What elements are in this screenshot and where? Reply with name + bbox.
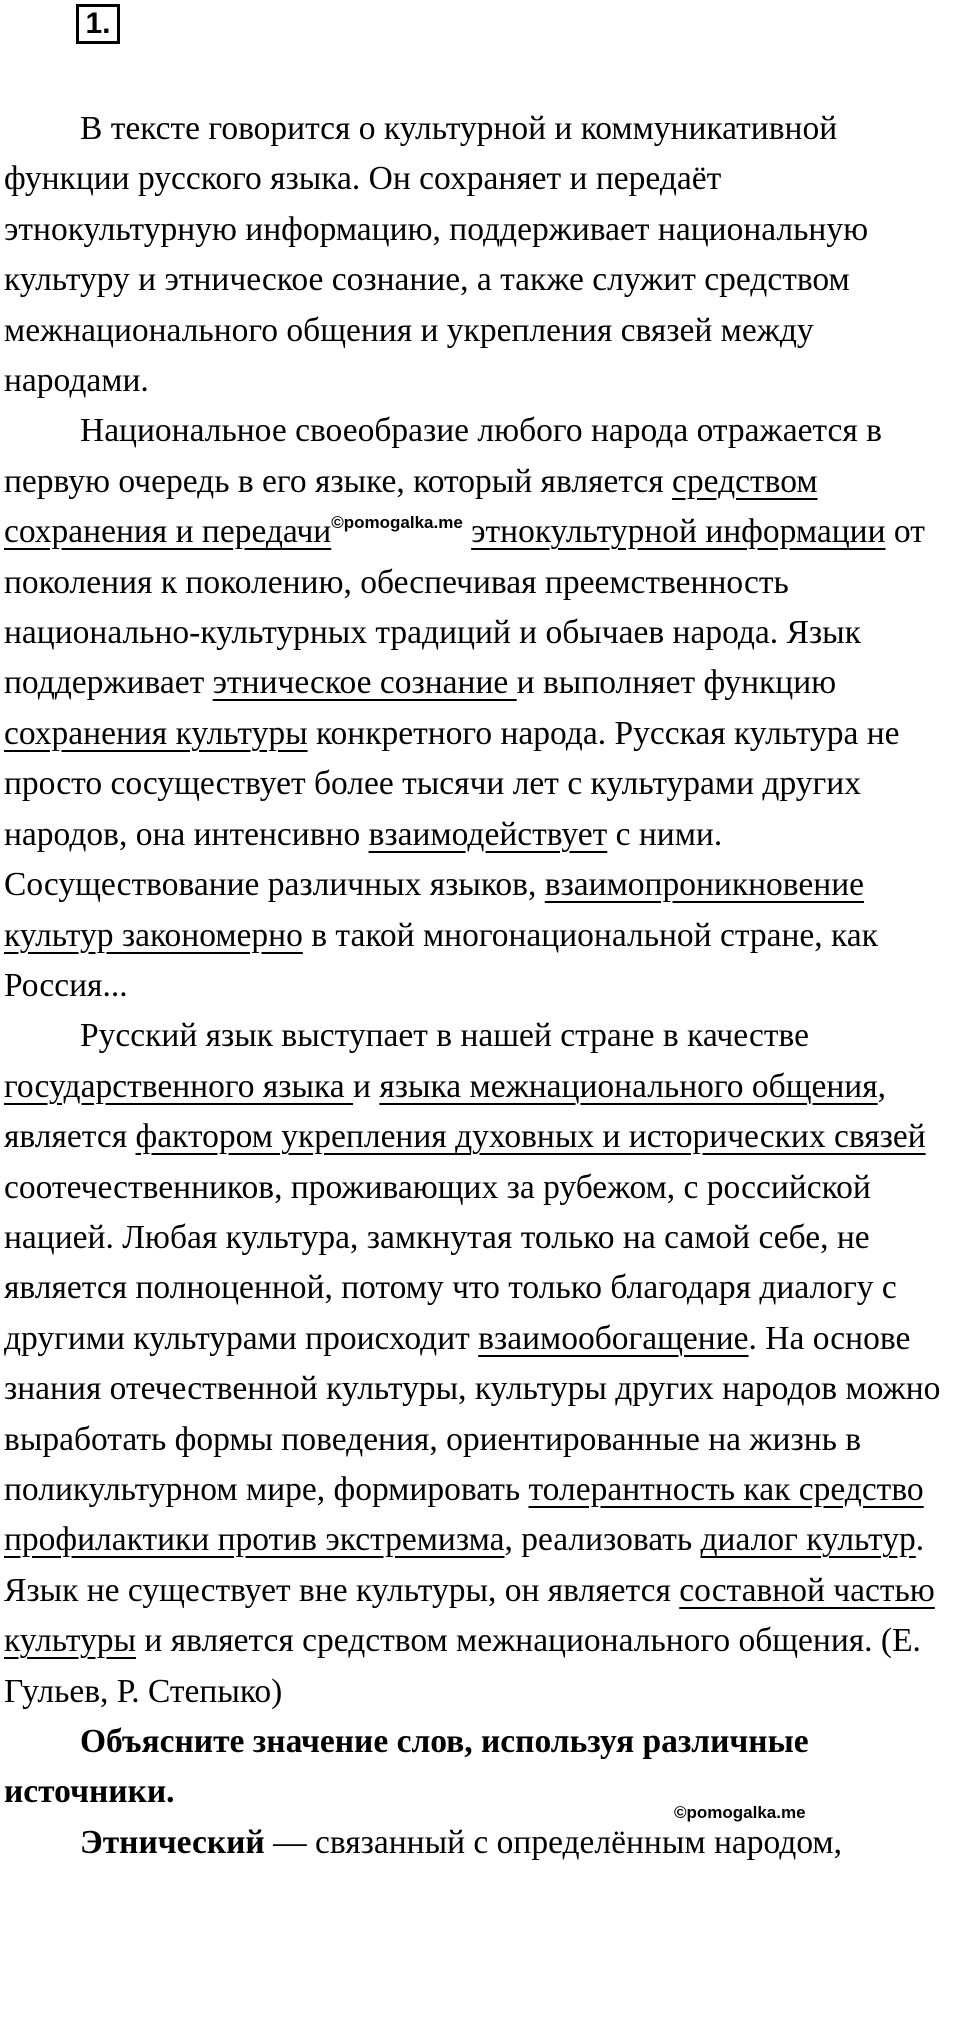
underlined-phrase: взаимопроникновение культур закономерно — [4, 866, 864, 954]
underlined-phrase: государственного языка — [4, 1067, 354, 1105]
text-run: в такой многонациональной стране, как Россия... — [4, 916, 878, 1004]
text-run: , реализовать — [504, 1521, 701, 1559]
text-run: . На основе знания отечественной культуры, культуры других народов можно выработать формы поведения, ориентированные на жизнь в поликультурном мире, формировать — [4, 1319, 941, 1508]
text-run: от поколения к поколению, обеспечивая преемственность национально-культурных традиций и обычаев народа. Язык поддерживает — [4, 513, 925, 702]
underlined-phrase: средством сохранения и передачи — [4, 462, 818, 551]
text-run: , является — [4, 1067, 887, 1156]
text-run: и является средством межнационального общения. (Е. Гульев, Р. Степыко) — [4, 1622, 921, 1710]
paragraph-summary: В тексте говорится о культурной и коммуникативной функции русского языка. Он сохраняет и передаёт этнокультурную информацию, поддерживает национальную культуру и этническое сознание, а также служит средством межнационального общения и укрепления связей между народами. — [4, 110, 869, 400]
underlined-phrase: сохранения культуры — [4, 714, 308, 752]
text-run: Национальное своеобразие любого народа отражается в первую очередь в его языке, который является — [4, 412, 882, 500]
text-run: с ними. Сосуществование различных языков, — [4, 815, 723, 904]
underlined-phrase: взаимодействует — [368, 815, 608, 853]
paragraph-quote-1 — [4, 406, 956, 1011]
task-number-box: 1. — [76, 4, 120, 44]
underlined-phrase: диалог культур — [700, 1521, 916, 1559]
text-run: . Язык не существует вне культуры, он является — [4, 1521, 925, 1609]
definition-line — [4, 1818, 956, 1868]
underlined-phrase: взаимообогащение — [478, 1319, 749, 1357]
watermark: ©pomogalka.me — [331, 513, 463, 533]
definition-text: — связанный с определённым народом, — [264, 1823, 843, 1861]
underlined-phrase: языка межнационального общения — [379, 1067, 878, 1105]
underlined-phrase: толерантность как средство профилактики против экстремизма — [4, 1470, 924, 1559]
text-body — [4, 104, 956, 1868]
text-run: соотечественников, проживающих за рубежом, с российской нацией. Любая культура, замкнутая только на самой себе, не является полноценной, потому что только благодаря диалогу с другими культурами происходит — [4, 1168, 897, 1357]
text-run: конкретного народа. Русская культура не просто сосуществует более тысячи лет с культурами других народов, она интенсивно — [4, 714, 900, 853]
underlined-phrase: этническое сознание — [212, 664, 517, 702]
underlined-phrase: составной частью культуры — [4, 1571, 935, 1660]
text-run: и выполняет функцию — [516, 664, 837, 702]
task-heading: Объясните значение слов, используя различные источники. — [4, 1723, 809, 1811]
text-run: Русский язык выступает в нашей стране в качестве — [80, 1017, 809, 1055]
watermark: ©pomogalka.me — [674, 1803, 806, 1822]
text-run: и — [353, 1067, 380, 1105]
underlined-phrase: этнокультурной информации — [471, 513, 886, 551]
underlined-phrase: фактором укрепления духовных и исторических связей — [135, 1118, 926, 1156]
definition-term: Этнический — [80, 1823, 265, 1861]
paragraph-quote-2 — [4, 1011, 956, 1717]
